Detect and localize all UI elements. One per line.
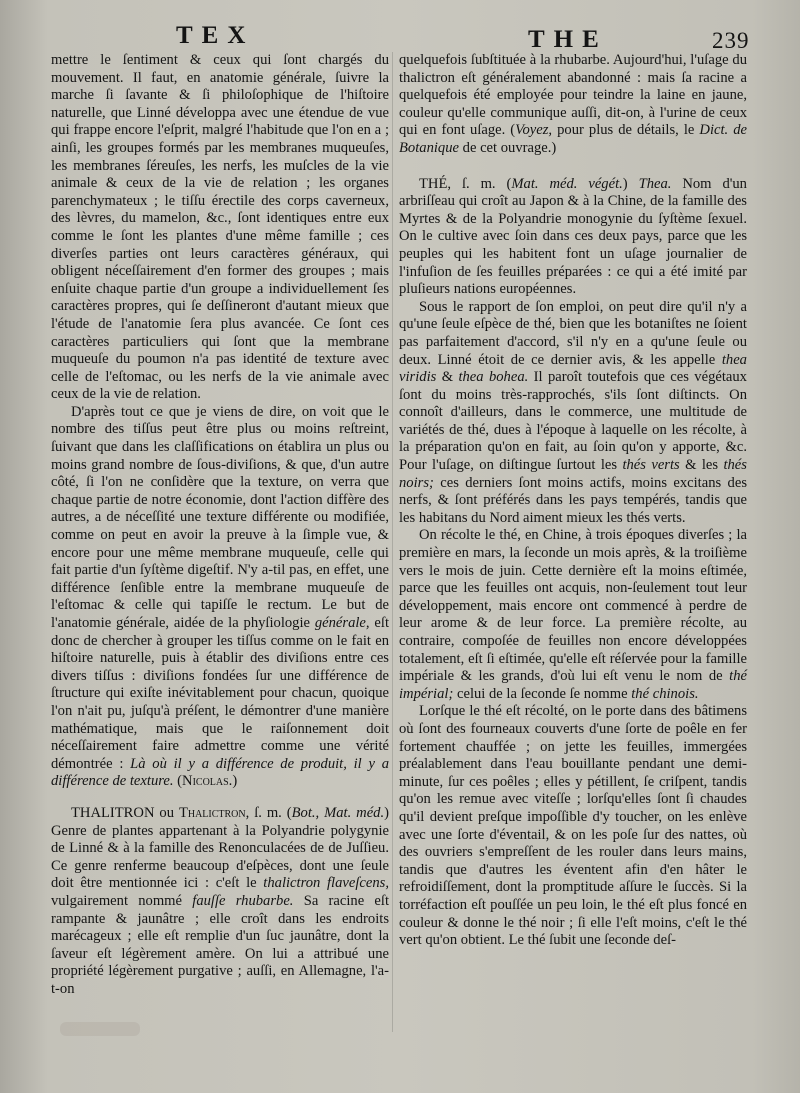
italic-black-tea: thés noirs; (399, 457, 747, 491)
italic-species-1: thea viridis (399, 351, 747, 386)
entry-headword: THALITRON (71, 804, 155, 821)
italic-green-tea: thés verts (622, 457, 680, 474)
right-paragraph-5 (399, 703, 747, 949)
italic-term: générale, (314, 615, 370, 631)
left-paragraph-1 (51, 52, 389, 404)
left-paragraph-2-text-b: eſt donc de chercher à grouper les tiſſus comme on le fait en hiſtoire naturelle, puis à établir des diviſions entre ces divers tiſſus : diviſions fondées ſur une différence de ſtructure qui exiſte inévitablement pour chacun, quoique l'on n'ait pu, juſqu'à préſent, le démontrer d'une manière mathématique, mais que le raiſonnement doit néceſſairement faire admettre comme une vérité démontrée : (51, 615, 389, 772)
right-paragraph-4-text-a: On récolte le thé, en Chine, à trois époques diverſes ; la première en mars, la ſeconde un mois après, & la troiſième vers le mois de juin. Cette dernière eſt la moins eſtimée, parce que les feuilles ont acquis, non-ſeulement tout leur développement, mais encore ont commencé à perdre de leur arome & de leur force. La première récolte, au contraire, compoſée de feuilles non encore développées totalement, eſt ſi eſtimée, qu'elle eſt réſervée pour la famille impériale & les grands, d'où lui eſt venu le nom de (399, 527, 747, 685)
entry-domain: Mat. méd. végét. (511, 175, 623, 192)
left-paragraph-2 (51, 404, 389, 791)
entry-paren-close: ) (622, 175, 628, 192)
author-signature: (Nicolas.) (177, 773, 238, 790)
header-right: THE (528, 26, 608, 53)
right-column (399, 52, 747, 950)
italic-common-name: fauſſe rhubarbe. (192, 892, 294, 909)
column-divider (392, 52, 393, 1032)
paper-stain (60, 1022, 140, 1036)
left-column (51, 52, 389, 998)
entry-grammar: ſ. m. ( (461, 175, 512, 192)
entry-alt-headword: Thalictron (178, 804, 246, 821)
right-paragraph-1-text-b: pour plus de détails, le (557, 122, 695, 139)
conjunction: & (441, 369, 454, 386)
right-paragraph-1 (399, 52, 747, 158)
italic-species: thalictron flaveſcens, (263, 875, 389, 892)
entry-text-3: Sa racine eſt rampante & jaunâtre ; elle croît dans les endroits marécageux ; elle eſt remplie d'un ſuc jaunâtre, dont la ſaveur eſt légèrement amère. On lui a attribué une propriété légèrement purgative ; auſſi, en Allemagne, l'a-t-on (51, 892, 390, 997)
right-paragraph-3-text-c: ces derniers ſont moins actifs, moins excitans des nerfs, & ſont préférés dans les pays tempérés, tandis que les habitans du Nord aiment mieux les thés verts. (399, 474, 747, 526)
italic-dict-ref: Dict. de Botanique (399, 122, 748, 156)
entry-headword: THÉ, (419, 175, 452, 192)
entry-connector: ou (159, 804, 175, 821)
left-paragraph-2-text: D'après tout ce que je viens de dire, on voit que le nombre des tiſſus peut être plus ou moins reſtreint, ſuivant que dans les claſſifications on établira un plus ou moins grand nombre de ſous-diviſions, & que, d'un autre côté, ſi l'on ne conſidère que la texture, on verra que chaque partie de notre économie, dont l'action diffère des autres, a de néceſſité une texture différente ou modifiée, comme on peut en avoir la preuve à la ſimple vue, & encore pour une même membrane muqueuſe, celle qui fait partie d'un ſyſtème digeſtif. N'y a-til pas, en effet, une différence ſenſible entre la membrane muqueuſe de l'eſtomac & celle qui tapiſſe le rectum. Le but de l'anatomie générale, aidée de la phyſiologie (51, 403, 389, 631)
entry-thalitron (51, 805, 389, 999)
italic-quote: Là où il y a différence de produit, il y a différence de texture. (51, 755, 389, 790)
page-number: 239 (712, 28, 750, 53)
right-paragraph-1-text-c: de cet ouvrage.) (462, 139, 557, 156)
right-paragraph-5-text: Lorſque le thé eſt récolté, on le porte dans des bâtimens où ſont des fourneaux couverts d'une ſorte de poêle en fer fortement chauffée ; on jette les feuilles, immergées préalablement dans l'eau bouillante pendant une demi-minute, ſur ces poêles ; elles y pétillent, ſe criſpent, tandis qu'on les remue avec viteſſe ; lorſqu'elles ſont ſi chaudes qu'il devient preſque impoſſible d'y toucher, on les enlève avec une ſorte d'éventail, & on les poſe ſur des nattes, où des ouvriers s'empreſſent de les rouler dans leurs mains, tandis que d'autres les éventent afin d'en hâter le refroidiſſement, dont la promptitude aſſure le ſuccès. Si la torréfaction eſt pouſſée un peu loin, le thé eſt plus foncé en couleur & donne le thé noir ; ſi elle l'eſt moins, c'eſt le thé vert qu'on obtient. Le thé ſubit une ſeconde deſ- (399, 703, 747, 949)
left-paragraph-1-text: mettre le ſentiment & ceux qui ſont chargés du mouvement. Il faut, en anatomie générale, ſuivre la marche ſi ſavante & ſi philoſophique de l'hiſtoire naturelle, que Linné développa avec une étendue de vue qui frappe encore l'eſprit, malgré l'habitude que l'on en a ; ainſi, les groupes formés par les membranes muqueuſes, les membranes ſéreuſes, les nerfs, les muſcles de la vie animale & ceux de la vie de relation ; les organes parenchymateux ; le tiſſu érectile des corps caverneux, des lèvres, du mamelon, &c., ſont identiques entre eux comme le ſont les plantes d'une même famille ; ces diverſes parties ont leurs caractères généraux, qui obligent néceſſairement d'en former des groupes ; mais enſuite chaque partie d'un groupe a individuellement ſes caractères propres, qui ſe deſſineront d'autant mieux que l'étude de l'anatomie ſera plus avancée. Ce ſont ces caractères particuliers qui ſont que la membrane muqueuſe du poumon n'a pas identité de texture avec celle de l'eſtomac, ou les nerfs de la vie animale avec ceux de la vie de relation. (51, 52, 389, 403)
entry-grammar: , ſ. m. ( (245, 804, 292, 821)
entry-the (399, 176, 747, 299)
italic-voyez: Voyez, (515, 122, 553, 139)
entry-latin-name: Thea. (638, 175, 672, 192)
right-paragraph-3-text-a: Sous le rapport de ſon emploi, on peut dire qu'il n'y a qu'une ſeule eſpèce de thé, bien que les botaniſtes ne ſoient pas parfaitement d'accord, s'il n'y en a qu'une ſeule ou deux. Linné étoit de ce dernier avis, & les appelle (399, 298, 747, 368)
entry-domain: Bot., Mat. méd. (291, 804, 385, 821)
entry-text-1: ) Genre de plantes appartenant à la Polyandrie polygynie de Linné & à la famille des Renonculacées de de Juſſieu. Ce genre renferme beaucoup d'eſpèces, dont une ſeule doit être mentionnée ici : c'eſt le (51, 804, 389, 892)
right-paragraph-3-text-b: Il paroît toutefois que ces végétaux ſont du moins très-rapprochés, s'ils ſont diſtincts. On connoît d'ailleurs, dans le commerce, une multitude de variétés de thé, dues à l'époque à laquelle on les récolte, à la préparation qu'on en fait, au ſoin qu'on y apporte, &c. Pour l'uſage, on diſtingue ſurtout les (399, 369, 747, 474)
italic-chinese-tea: thé chinois. (631, 685, 699, 702)
running-head (0, 22, 800, 54)
entry-text-2: vulgairement nommé (51, 892, 183, 909)
right-paragraph-4 (399, 527, 747, 703)
right-paragraph-4-text-b: celui de la ſeconde ſe nomme (456, 685, 628, 702)
italic-imperial-tea: thé impérial; (399, 668, 747, 702)
italic-species-2: thea bohea. (458, 369, 529, 386)
conjunction-2: & les (685, 457, 719, 474)
right-paragraph-3 (399, 299, 747, 528)
header-left: TEX (176, 22, 255, 49)
entry-text: Nom d'un arbriſſeau qui croît au Japon & à la Chine, de la famille des Myrtes & de la Polyandrie monogynie du ſyſtème ſexuel. On le cultive avec ſoin dans ces deux pays, parce que les peuples qui les habitent font un uſage journalier de l'infuſion de ſes feuilles préparées : ce qui a été imité par pluſieurs nations européennes. (399, 175, 747, 298)
right-paragraph-1-text: quelquefois ſubſtituée à la rhubarbe. Aujourd'hui, l'uſage du thalictron eſt généralement abandonné : mais ſa racine a quelquefois été employée pour teindre la laine en jaune, couleur qu'elle communique auſſi, dit-on, à l'urine de ceux qui en font uſage. ( (399, 52, 747, 139)
